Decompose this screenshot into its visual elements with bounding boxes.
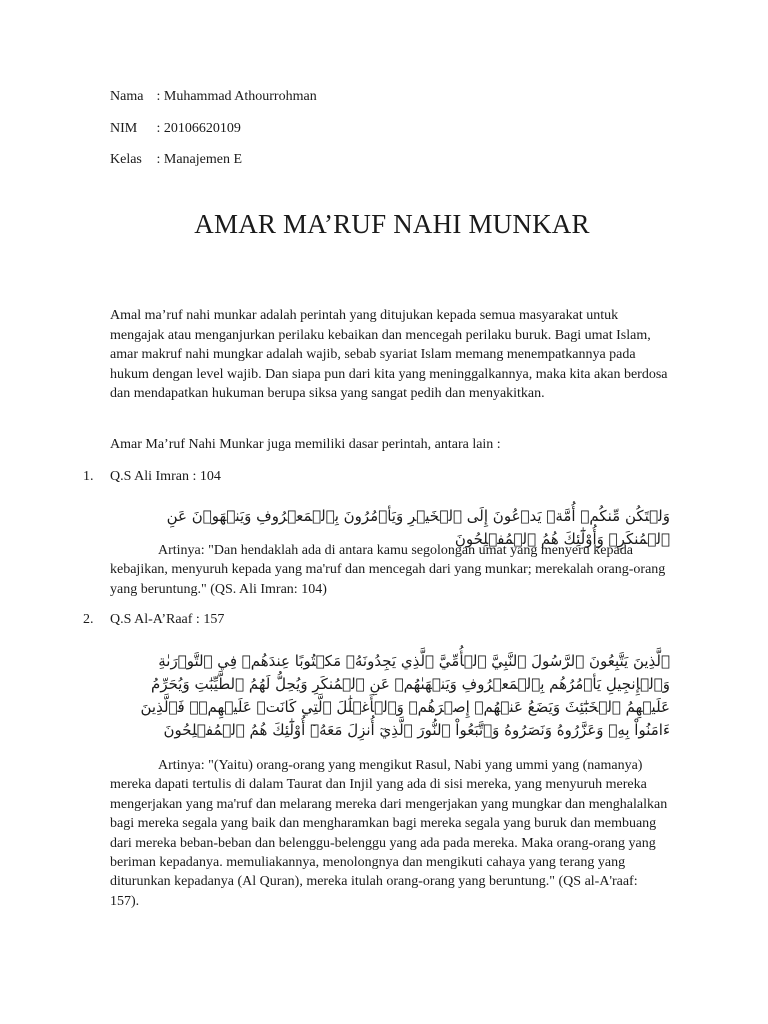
name-value: : Muhammad Athourrohman [156, 89, 317, 104]
verse-reference: Q.S Ali Imran : 104 [110, 469, 221, 484]
verse-reference: Q.S Al-A’Raaf : 157 [110, 612, 225, 627]
name-row [110, 89, 317, 105]
nim-value: : 20106620109 [156, 121, 241, 136]
verse-translation: Artinya: "Dan hendaklah ada di antara kamu segolongan umat yang menyeru kepada kebajikan, menyuruh kepada yang ma'ruf dan mencegah dari yang munkar; merekalah orang-orang yang beruntung." (QS. Ali Imran: 104) [110, 543, 666, 597]
name-label: Nama [110, 89, 144, 104]
arabic-verse: ٱلَّذِينَ يَتَّبِعُونَ ٱلرَّسُولَ ٱلنَّبِيَّ ٱلۡأُمِّيَّ ٱلَّذِي يَجِدُونَهُۥ مَكۡتُوبًا عِندَهُمۡ فِي ٱلتَّوۡرَىٰةِ وَٱلۡإِنجِيلِ يَأۡمُرُهُم بِٱلۡمَعۡرُوفِ وَيَنۡهَىٰهُمۡ عَنِ ٱلۡمُنكَرِ وَيُحِلُّ لَهُمُ ٱلطَّيِّبَٰتِ وَيُحَرِّمُ عَلَيۡهِمُ ٱلۡخَبَٰٓئِثَ وَيَضَعُ عَنۡهُمۡ إِصۡرَهُمۡ وَٱلۡأَغۡلَٰلَ ٱلَّتِي كَانَتۡ عَلَيۡهِمۡۚ فَٱلَّذِينَ ءَامَنُواْ بِهِۦ وَعَزَّرُوهُ وَنَصَرُوهُ وَٱتَّبَعُواْ ٱلنُّورَ ٱلَّذِيٓ أُنزِلَ مَعَهُۥٓ أُوْلَٰٓئِكَ هُمُ ٱلۡمُفۡلِحُونَ [140, 652, 670, 739]
class-row [110, 152, 242, 168]
lead-paragraph: Amar Ma’ruf Nahi Munkar juga memiliki dasar perintah, antara lain : [110, 437, 501, 452]
arabic-verse: وَلۡتَكُن مِّنكُمۡ أُمَّةٞ يَدۡعُونَ إِلَى ٱلۡخَيۡرِ وَيَأۡمُرُونَ بِٱلۡمَعۡرُوفِ وَيَنۡهَوۡنَ عَنِ ٱلۡمُنكَرِۚ وَأُوْلَٰٓئِكَ هُمُ ٱلۡمُفۡلِحُونَ [166, 507, 670, 548]
class-value: : Manajemen E [156, 152, 243, 167]
verse-number: 2. [83, 612, 94, 627]
class-label: Kelas [110, 152, 142, 167]
nim-row [110, 121, 241, 137]
verse-number: 1. [83, 469, 94, 484]
nim-label: NIM [110, 121, 138, 136]
verse-translation: Artinya: "(Yaitu) orang-orang yang mengikut Rasul, Nabi yang ummi yang (namanya) mereka dapati tertulis di dalam Taurat dan Injil yang ada di sisi mereka, yang menyuruh mereka mengerjakan yang ma'ruf dan melarang mereka dari mengerjakan yang mungkar dan menghalalkan bagi mereka segala yang baik dan mengharamkan bagi mereka segala yang buruk dan membuang dari mereka beban-beban dan belenggu-belenggu yang ada pada mereka. Maka orang-orang yang beriman kepadanya. memuliakannya, menolongnya dan mengikuti cahaya yang terang yang diturunkan kepadanya (Al Quran), mereka itulah orang-orang yang beruntung." (QS al-A'raaf: 157). [110, 758, 668, 909]
intro-paragraph: Amal ma’ruf nahi munkar adalah perintah yang ditujukan kepada semua masyarakat untuk mengajak atau menganjurkan perilaku kebaikan dan mencegah perilaku buruk. Bagi umat Islam, amar makruf nahi mungkar adalah wajib, sebab syariat Islam memang menempatkannya pada hukum dengan level wajib. Dan siapa pun dari kita yang meninggalkannya, maka kita akan berdosa dan mendapatkan hukuman berupa siksa yang sangat pedih dan menyakitkan. [110, 308, 668, 402]
page-title: AMAR MA’RUF NAHI MUNKAR [194, 209, 590, 239]
